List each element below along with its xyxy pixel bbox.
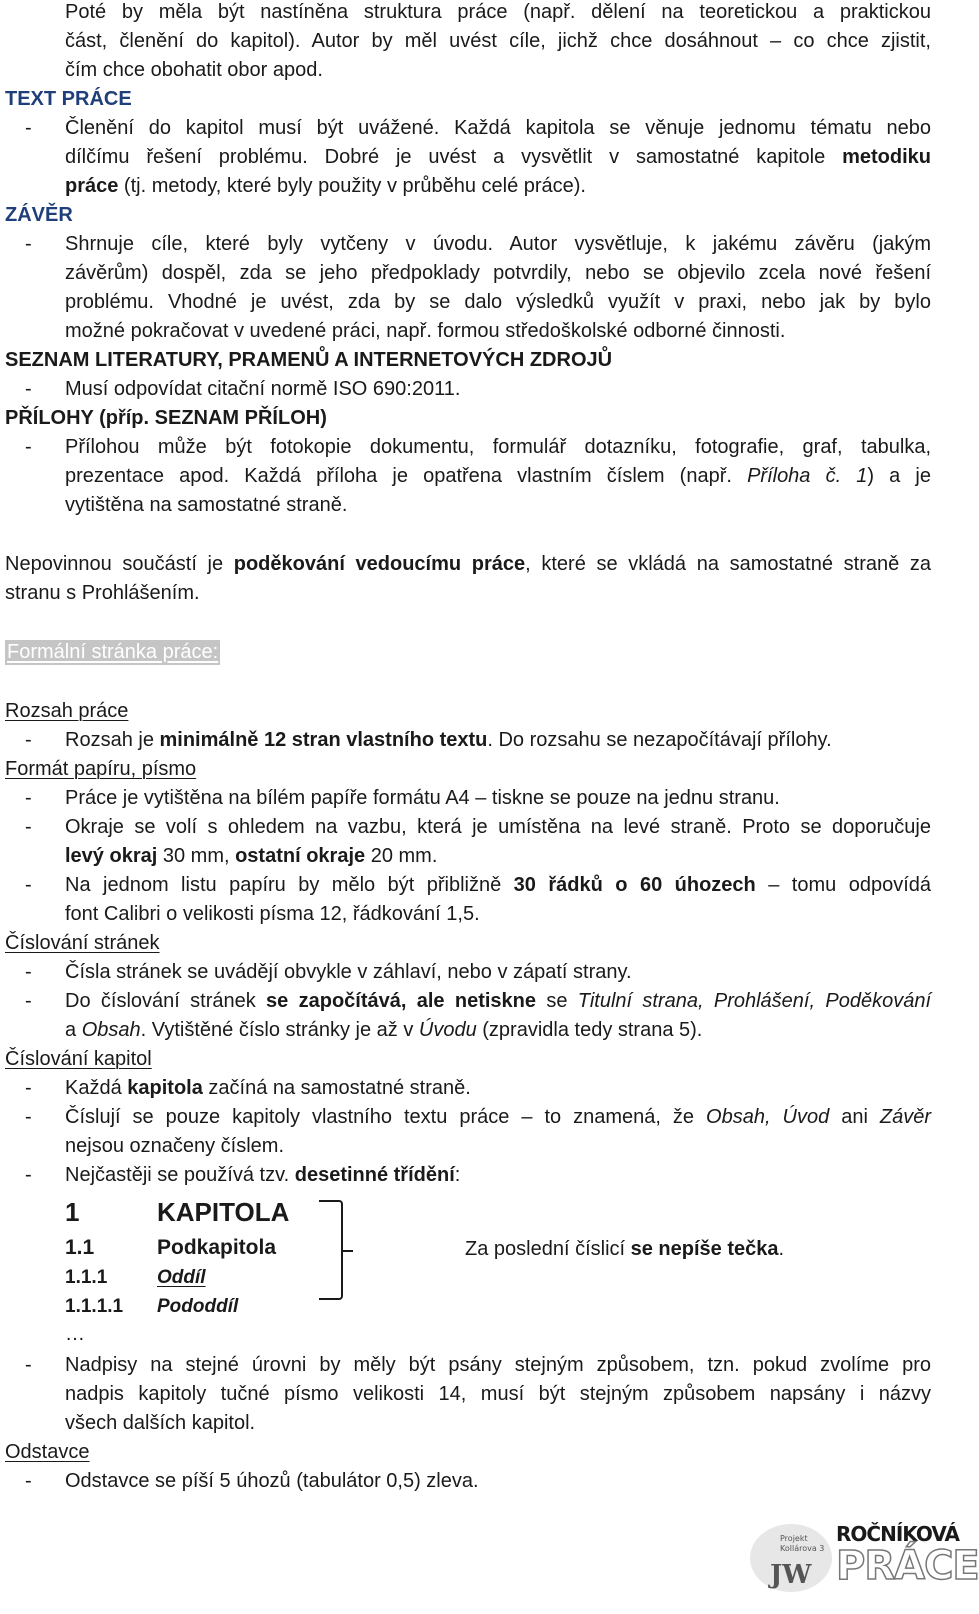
heading-zaver: ZÁVĚR [5,204,73,226]
bullet-dash: - [25,816,32,838]
podekovani-line-1: Nepovinnou součástí je poděkování vedoucímu práce, které se vkládá na samostatné straně za [5,553,931,575]
intro-line-2: část, členění do kapitol). Autor by měl uvést cíle, jichž chce dosáhnout – co chce zjistit, [65,30,931,52]
prilohy-line-2: prezentace apod. Každá příloha je opatřena vlastním číslem (např. Příloha č. 1) a je [65,465,931,487]
prilohy-item: - Přílohou může být fotokopie dokumentu, formulář dotazníku, fotografie, graf, tabulka, [25,436,931,458]
toc-level-3-number: 1.1.1 [65,1267,108,1288]
cislovani-kapitol-item-1: - Každá kapitola začíná na samostatné straně. [25,1077,471,1099]
bullet-dash: - [25,874,32,896]
bullet-dash: - [25,117,32,139]
zaver-item: - Shrnuje cíle, které byly vytčeny v úvodu. Autor vysvětluje, k jakému závěru (jakým [25,233,931,255]
cislovani-kapitol-item-3: - Nejčastěji se používá tzv. desetinné třídění: [25,1164,461,1186]
toc-ellipsis: … [65,1323,85,1345]
cislovani-kapitol-item-4: - Nadpisy na stejné úrovni by měly být psány stejným způsobem, tzn. pokud zvolíme pro [25,1354,931,1376]
cislovani-kapitol-item-2: - Číslují se pouze kapitoly vlastního textu práce – to znamená, že Obsah, Úvod ani Závěr [25,1106,932,1128]
heading-rozsah-prace: Rozsah práce [5,700,129,722]
bullet-dash: - [25,1077,32,1099]
text-prace-line-3: práce (tj. metody, které byly použity v průběhu celé práce). [65,175,586,197]
bullet-dash: - [25,1164,32,1186]
text-prace-item: - Členění do kapitol musí být uvážené. Každá kapitola se věnuje jednomu tématu nebo [25,117,931,139]
toc-level-2-number: 1.1 [65,1236,95,1259]
toc-note: Za poslední číslicí se nepíše tečka. [465,1238,785,1260]
toc-level-1-number: 1 [65,1197,80,1227]
seznam-item: - Musí odpovídat citační normě ISO 690:2011. [25,378,461,400]
rozsah-item: - Rozsah je minimálně 12 stran vlastního textu. Do rozsahu se nezapočítávají přílohy. [25,729,832,751]
heading-cislovani-stranek: Číslování stránek [5,932,160,954]
format-item-2-line-2: levý okraj 30 mm, ostatní okraje 20 mm. [65,845,438,867]
heading-prilohy: PŘÍLOHY (příp. SEZNAM PŘÍLOH) [5,407,327,429]
heading-formalni-stranka: Formální stránka práce: [7,641,219,663]
bullet-dash: - [25,233,32,255]
heading-cislovani-kapitol: Číslování kapitol [5,1048,152,1070]
prilohy-line-3: vytištěna na samostatné straně. [65,494,348,516]
odstavce-item: - Odstavce se píší 5 úhozů (tabulátor 0,5) zleva. [25,1470,479,1492]
bullet-dash: - [25,436,32,458]
toc-bracket [319,1200,343,1300]
bullet-dash: - [25,1470,32,1492]
bullet-dash: - [25,729,32,751]
bullet-dash: - [25,378,32,400]
cislovani-stranek-item-2-line-2: a Obsah. Vytištěné číslo stránky je až v Úvodu (zpravidla tedy strana 5). [65,1019,703,1041]
bullet-dash: - [25,1354,32,1376]
cislovani-stranek-item-1: - Čísla stránek se uvádějí obvykle v záhlaví, nebo v zápatí strany. [25,961,632,983]
heading-odstavce: Odstavce [5,1441,90,1463]
format-item-2: - Okraje se volí s ohledem na vazbu, která je umístěna na levé straně. Proto se doporučuje [25,816,931,838]
podekovani-line-2: stranu s Prohlášením. [5,582,200,604]
bullet-dash: - [25,1106,32,1128]
bullet-dash: - [25,961,32,983]
format-item-3-line-2: font Calibri o velikosti písma 12, řádkování 1,5. [65,903,480,925]
heading-format-papiru: Formát papíru, písmo [5,758,197,780]
zaver-line-3: problému. Vhodné je uvést, zda by se dalo výsledků využít v praxi, nebo jak by bylo [65,291,931,313]
bullet-dash: - [25,990,32,1012]
cislovani-kapitol-item-4-line-2: nadpis kapitoly tučné písmo velikosti 14, musí být stejným způsobem napsány i názvy [65,1383,931,1405]
heading-seznam-literatury: SEZNAM LITERATURY, PRAMENŮ A INTERNETOVÝCH ZDROJŮ [5,349,613,371]
toc-level-1-label: KAPITOLA [157,1197,290,1227]
bullet-dash: - [25,787,32,809]
zaver-line-4: možné pokračovat v uvedené práci, např. formou středoškolské odborné činnosti. [65,320,786,342]
intro-line-1: Poté by měla být nastíněna struktura práce (např. dělení na teoretickou a praktickou [65,1,931,23]
heading-text-prace: TEXT PRÁCE [5,88,132,110]
cislovani-kapitol-item-2-line-2: nejsou označeny číslem. [65,1135,285,1157]
toc-level-3-label: Oddíl [157,1267,206,1288]
rocnikova-prace-logo: Projekt Kollárova 3 JW ROČNÍKOVÁ PRÁCE [750,1524,940,1592]
format-item-1: - Práce je vytištěna na bílém papíře formátu A4 – tiskne se pouze na jednu stranu. [25,787,780,809]
toc-level-4-label: Pododdíl [157,1296,239,1317]
intro-line-3: čím chce obohatit obor apod. [65,59,323,81]
zaver-line-2: závěrům) dospěl, zda se jeho předpoklady potvrdily, nebo se objevilo zcela nové řešení [65,262,931,284]
school-seal-icon: Projekt Kollárova 3 JW [750,1524,832,1592]
toc-level-4-number: 1.1.1.1 [65,1296,124,1317]
format-item-3: - Na jednom listu papíru by mělo být přibližně 30 řádků o 60 úhozech – tomu odpovídá [25,874,931,896]
text-prace-line-2: dílčímu řešení problému. Dobré je uvést a vysvětlit v samostatné kapitole metodiku [65,146,931,168]
cislovani-kapitol-item-4-line-3: všech dalších kapitol. [65,1412,256,1434]
toc-level-2-label: Podkapitola [157,1236,277,1259]
cislovani-stranek-item-2: - Do číslování stránek se započítává, ale netiskne se Titulní strana, Prohlášení, Poděkování [25,990,931,1012]
toc-bracket-tick [341,1250,353,1252]
